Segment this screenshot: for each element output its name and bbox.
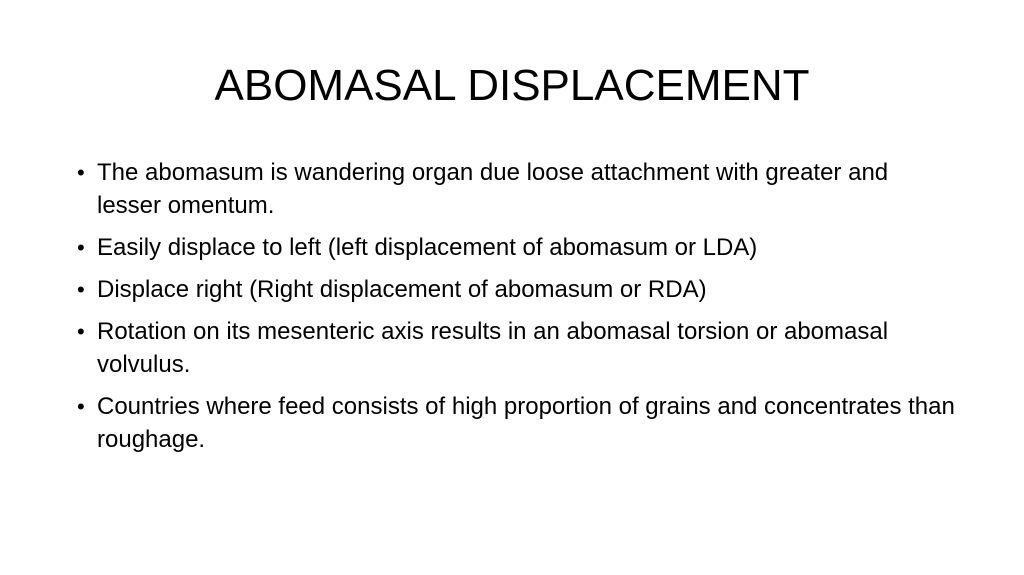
bullet-item: [77, 156, 957, 222]
bullet-icon: •: [77, 160, 85, 185]
bullet-item: [77, 273, 957, 306]
bullet-text: Countries where feed consists of high proportion of grains and concentrates than roughage.: [97, 393, 955, 453]
bullet-item: [77, 315, 957, 381]
bullet-icon: •: [77, 235, 85, 260]
bullet-text: The abomasum is wandering organ due loose attachment with greater and lesser omentum.: [97, 159, 889, 219]
bullet-item: [77, 231, 957, 264]
bullet-icon: •: [77, 394, 85, 419]
slide-title: ABOMASAL DISPLACEMENT: [214, 61, 810, 110]
bullet-text: Rotation on its mesenteric axis results in an abomasal torsion or abomasal volvulus.: [97, 318, 889, 378]
bullet-text: Displace right (Right displacement of abomasum or RDA): [97, 276, 707, 303]
bullet-icon: •: [77, 319, 85, 344]
bullet-list: [77, 156, 957, 465]
bullet-icon: •: [77, 277, 85, 302]
bullet-item: [77, 390, 957, 456]
bullet-text: Easily displace to left (left displacement of abomasum or LDA): [97, 234, 758, 261]
